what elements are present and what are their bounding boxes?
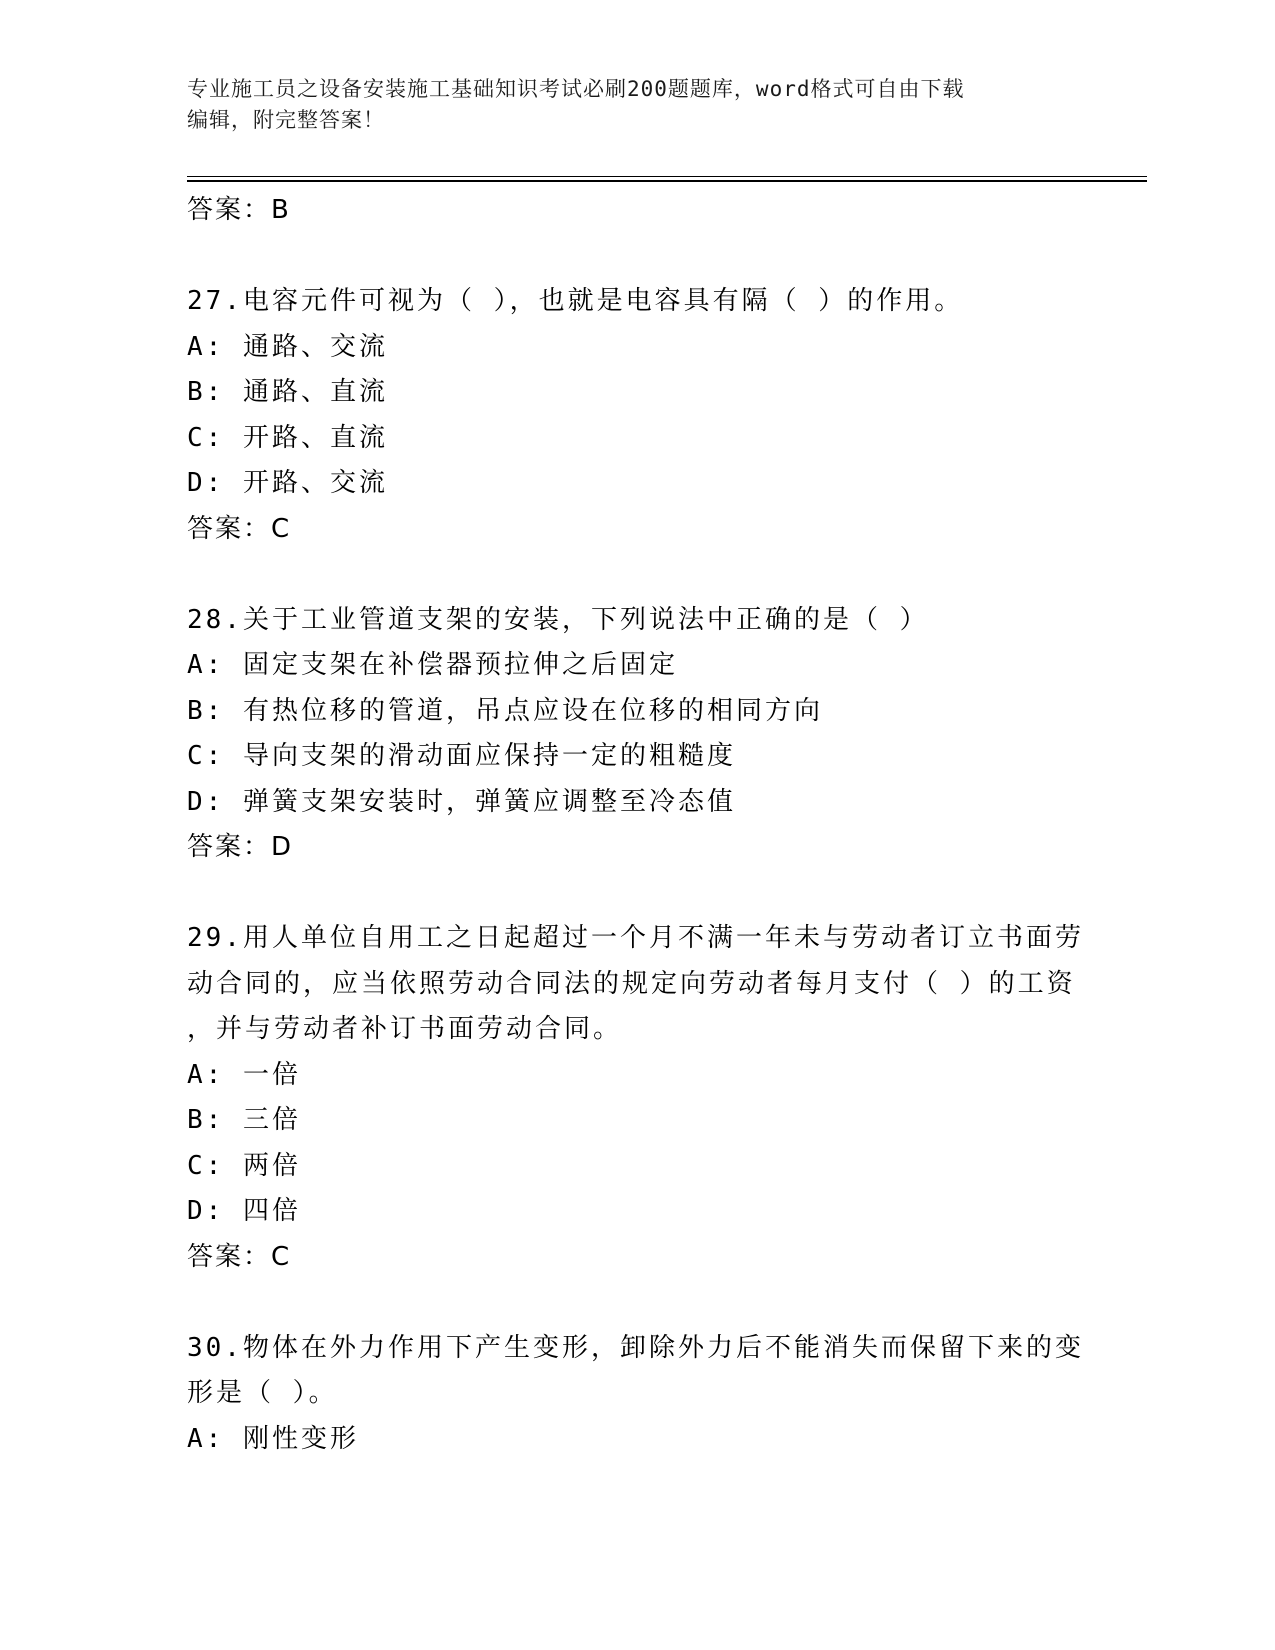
question-29-stem-line-2: 动合同的，应当依照劳动合同法的规定向劳动者每月支付（ ）的工资 [187, 968, 1076, 999]
question-30 [187, 1326, 1087, 1463]
question-29-option-d: D: 四倍 [187, 1196, 301, 1226]
question-27-option-c: C: 开路、直流 [187, 422, 388, 453]
question-30-stem-line-2: 形是（ ）。 [187, 1378, 338, 1408]
question-29 [187, 916, 1087, 1280]
question-29-option-b: B: 三倍 [187, 1105, 301, 1135]
question-29-option-a: A: 一倍 [187, 1059, 301, 1090]
question-29-answer: 答案：C [187, 1241, 292, 1272]
question-29-stem-line-1: 29.用人单位自用工之日起超过一个月不满一年未与劳动者订立书面劳 [187, 923, 1084, 953]
question-27-stem: 27.电容元件可视为（ ），也就是电容具有隔（ ）的作用。 [187, 286, 964, 316]
question-28 [187, 598, 1087, 871]
question-29-option-c: C: 两倍 [187, 1150, 301, 1181]
header-rule-thick [187, 180, 1147, 182]
document-page [187, 0, 1147, 1650]
document-content [187, 188, 1087, 1462]
header-title-line-1: 专业施工员之设备安装施工基础知识考试必刷200题题库，word格式可自由下载 [187, 77, 965, 101]
question-30-option-a: A: 刚性变形 [187, 1423, 359, 1454]
question-27-answer: 答案：C [187, 513, 292, 544]
spacer [187, 871, 1087, 917]
question-28-option-c: C: 导向支架的滑动面应保持一定的粗糙度 [187, 741, 736, 771]
question-30-stem-line-1: 30.物体在外力作用下产生变形，卸除外力后不能消失而保留下来的变 [187, 1332, 1084, 1363]
question-27-option-d: D: 开路、交流 [187, 468, 388, 498]
spacer [187, 1280, 1087, 1326]
spacer [187, 552, 1087, 598]
question-28-option-d: D: 弹簧支架安装时，弹簧应调整至冷态值 [187, 786, 736, 817]
header-rule-thin [187, 176, 1147, 177]
question-27 [187, 279, 1087, 552]
question-28-answer: 答案：D [187, 832, 294, 862]
question-28-stem: 28.关于工业管道支架的安装，下列说法中正确的是（ ） [187, 604, 929, 635]
question-27-option-b: B: 通路、直流 [187, 377, 388, 407]
spacer [187, 234, 1087, 280]
document-header [187, 74, 1067, 136]
question-29-stem-line-3: ，并与劳动者补订书面劳动合同。 [187, 1014, 623, 1044]
question-27-option-a: A: 通路、交流 [187, 331, 388, 362]
question-28-option-b: B: 有热位移的管道，吊点应设在位移的相同方向 [187, 695, 823, 726]
question-28-option-a: A: 固定支架在补偿器预拉伸之后固定 [187, 650, 678, 680]
header-title-line-2: 编辑，附完整答案！ [187, 108, 385, 132]
answer-26: 答案：B [187, 195, 291, 225]
